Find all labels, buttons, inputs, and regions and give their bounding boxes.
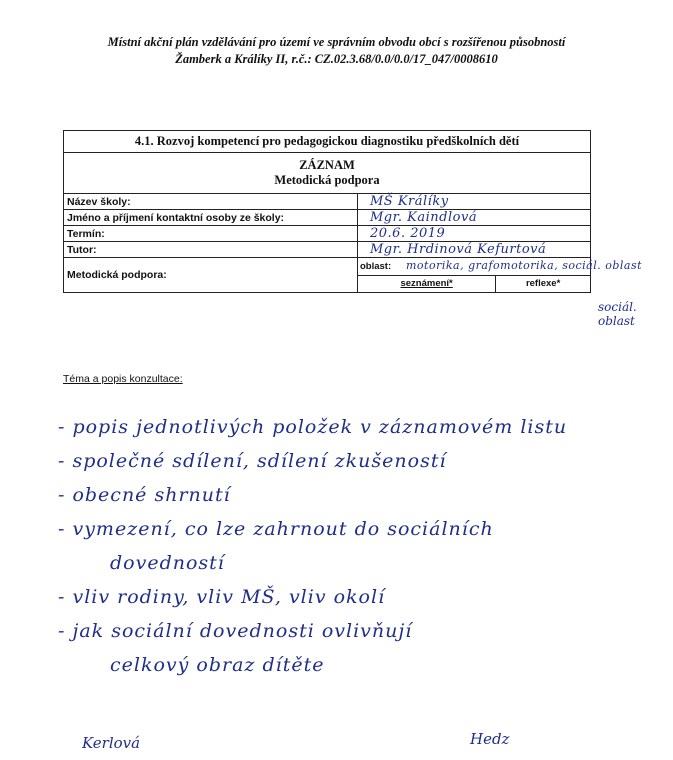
support-label: Metodická podpora: bbox=[64, 258, 358, 293]
contact-person-field[interactable] bbox=[358, 210, 591, 226]
record-form bbox=[63, 130, 643, 293]
date-value: 20.6. 2019 bbox=[370, 226, 446, 241]
note-line: - obecné shrnutí bbox=[58, 484, 231, 506]
header-line-1: Místní akční plán vzdělávání pro území ve správním obvodu obcí s rozšířenou působností bbox=[107, 35, 566, 49]
note-line: - vymezení, co lze zahrnout do sociálních bbox=[58, 518, 494, 540]
oblast-cell[interactable] bbox=[358, 258, 643, 275]
tutor-value: Mgr. Hrdinová Kefurtová bbox=[370, 242, 547, 257]
consultation-notes bbox=[58, 410, 658, 682]
record-title: ZÁZNAM bbox=[299, 158, 355, 172]
note-line: celkový obraz dítěte bbox=[110, 654, 325, 676]
header-line-2: Žamberk a Králíky II, r.č.: CZ.02.3.68/0.0/0.0/17_047/0008610 bbox=[175, 52, 498, 66]
contact-person-value: Mgr. Kaindlová bbox=[370, 210, 478, 225]
support-subtable bbox=[358, 258, 643, 292]
document-header bbox=[0, 34, 673, 68]
note-line: - popis jednotlivých položek v záznamovém listu bbox=[58, 416, 568, 438]
note-line: - vliv rodiny, vliv MŠ, vliv okolí bbox=[58, 586, 386, 608]
oblast-value: motorika, grafomotorika, sociál. oblast bbox=[406, 259, 643, 272]
date-field[interactable] bbox=[358, 226, 591, 242]
note-line: - společné sdílení, sdílení zkušeností bbox=[58, 450, 447, 472]
note-line: - jak sociální dovednosti ovlivňují bbox=[58, 620, 413, 642]
option-reflection[interactable] bbox=[496, 275, 590, 292]
topic-heading: Téma a popis konzultace: bbox=[63, 373, 183, 385]
record-heading bbox=[64, 153, 591, 194]
school-name-value: MŠ Králíky bbox=[370, 194, 449, 209]
option-reflection-label: reflexe* bbox=[525, 278, 561, 290]
option-introduction[interactable] bbox=[358, 275, 496, 292]
contact-person-label: Jméno a příjmení kontaktní osoby ze školy: bbox=[64, 210, 358, 226]
note-line: dovedností bbox=[110, 552, 225, 574]
school-name-field[interactable] bbox=[358, 194, 591, 210]
tutor-label: Tutor: bbox=[64, 242, 358, 258]
form-title: 4.1. Rozvoj kompetencí pro pedagogickou diagnostiku předškolních dětí bbox=[64, 131, 591, 153]
signature-left: Kerlová bbox=[82, 734, 141, 752]
margin-note: sociál. oblast bbox=[598, 300, 637, 328]
support-cell bbox=[358, 258, 643, 293]
tutor-field[interactable] bbox=[358, 242, 591, 258]
date-label: Termín: bbox=[64, 226, 358, 242]
option-introduction-label: seznámení* bbox=[400, 278, 453, 290]
record-subtitle: Metodická podpora bbox=[274, 173, 380, 187]
school-name-label: Název školy: bbox=[64, 194, 358, 210]
oblast-label: oblast: bbox=[360, 260, 392, 272]
signature-right: Hedz bbox=[470, 730, 510, 748]
